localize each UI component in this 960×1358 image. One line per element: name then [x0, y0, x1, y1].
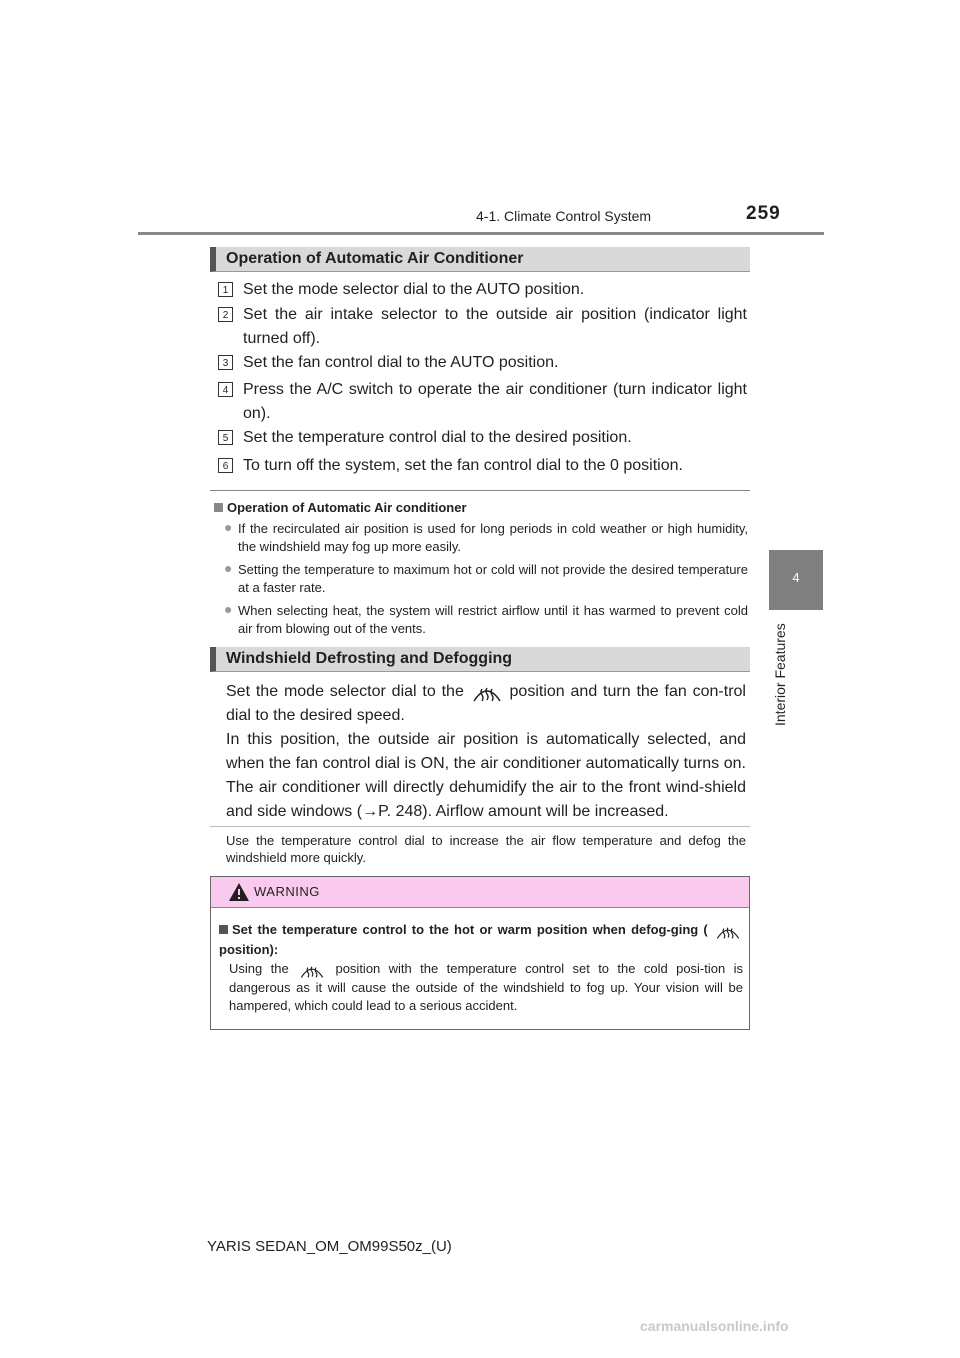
square-bullet-icon: [219, 925, 228, 934]
warning-body-start: Using the: [229, 961, 289, 976]
warning-title-end: position):: [219, 941, 279, 957]
step-number-4: 4: [218, 382, 233, 397]
note-item-1: If the recirculated air position is used for long periods in cold weather or high humidity, the windshield may fog up more easily.: [238, 521, 748, 554]
section-heading-operation: [210, 247, 750, 272]
defrost-instruction-end: position and turn the fan con-trol dial to the desired speed.: [226, 683, 746, 724]
step-number-2: 2: [218, 307, 233, 322]
step-number-1: 1: [218, 282, 233, 297]
step-text-1: Set the mode selector dial to the AUTO position.: [243, 281, 585, 298]
step-number-3: 3: [218, 355, 233, 370]
warning-title-start: Set the temperature control to the hot or warm position when defog-ging (: [232, 922, 708, 937]
step-text-5: Set the temperature control dial to the desired position.: [243, 429, 632, 446]
windshield-defog-icon: [713, 922, 743, 940]
warning-body: [229, 960, 743, 1015]
step-number-5: 5: [218, 430, 233, 445]
bullet-icon: ●: [224, 519, 233, 535]
section-heading-defrost: [210, 647, 750, 672]
section-heading-text: Windshield Defrosting and Defogging: [226, 650, 513, 667]
step-number-6: 6: [218, 458, 233, 473]
page-number: 259: [746, 203, 781, 224]
warning-label: WARNING: [254, 884, 320, 899]
warning-body-end: position with the temperature control set to the cold posi-tion is dangerous as it will cause the outside of the windshield to fog up. Your vision will be hampered, which could lead to a serious accident.: [229, 961, 743, 1013]
windshield-defog-icon: [470, 681, 504, 703]
chapter-tab-number: 4: [769, 550, 823, 610]
divider: [210, 826, 750, 827]
note-item-2: Setting the temperature to maximum hot or cold will not provide the desired temperature at a faster rate.: [238, 562, 748, 595]
step-text-4: Press the A/C switch to operate the air conditioner (turn indicator light on).: [243, 381, 747, 422]
chapter-tab-label-text: Interior Features: [772, 623, 788, 726]
defrost-note: Use the temperature control dial to increase the air flow temperature and defog the windshield more quickly.: [226, 833, 746, 865]
bullet-icon: ●: [224, 560, 233, 576]
section-heading-text: Operation of Automatic Air Conditioner: [226, 250, 524, 267]
note-title: [214, 500, 467, 515]
section-title: 4-1. Climate Control System: [476, 208, 652, 224]
chapter-tab-label: [770, 616, 792, 726]
note-title-text: Operation of Automatic Air conditioner: [227, 500, 467, 515]
step-text-6: To turn off the system, set the fan control dial to the 0 position.: [243, 457, 683, 474]
note-item-3: When selecting heat, the system will restrict airflow until it has warmed to prevent cold air from blowing out of the vents.: [238, 603, 748, 636]
windshield-defog-icon: [297, 961, 327, 979]
defrost-instruction-start: Set the mode selector dial to the: [226, 683, 464, 700]
bullet-icon: ●: [224, 601, 233, 617]
watermark: carmanualsonline.info: [640, 1318, 789, 1334]
step-text-3: Set the fan control dial to the AUTO position.: [243, 354, 559, 371]
defrost-instruction: [226, 680, 746, 728]
warning-title: [219, 920, 743, 959]
warning-triangle-icon: [228, 882, 250, 902]
defrost-explanation: In this position, the outside air position is automatically selected, and when the fan control dial is ON, the air conditioner automatically turns on. The air conditioner will directly dehumidify the air to the front wind-shield and side windows (→P. 248). Airflow amount will be increased.: [226, 731, 746, 820]
document-footer: YARIS SEDAN_OM_OM99S50z_(U): [207, 1238, 452, 1255]
divider: [210, 490, 750, 491]
step-text-2: Set the air intake selector to the outside air position (indicator light turned off).: [243, 306, 747, 347]
square-bullet-icon: [214, 503, 223, 512]
header-divider: [138, 232, 824, 235]
